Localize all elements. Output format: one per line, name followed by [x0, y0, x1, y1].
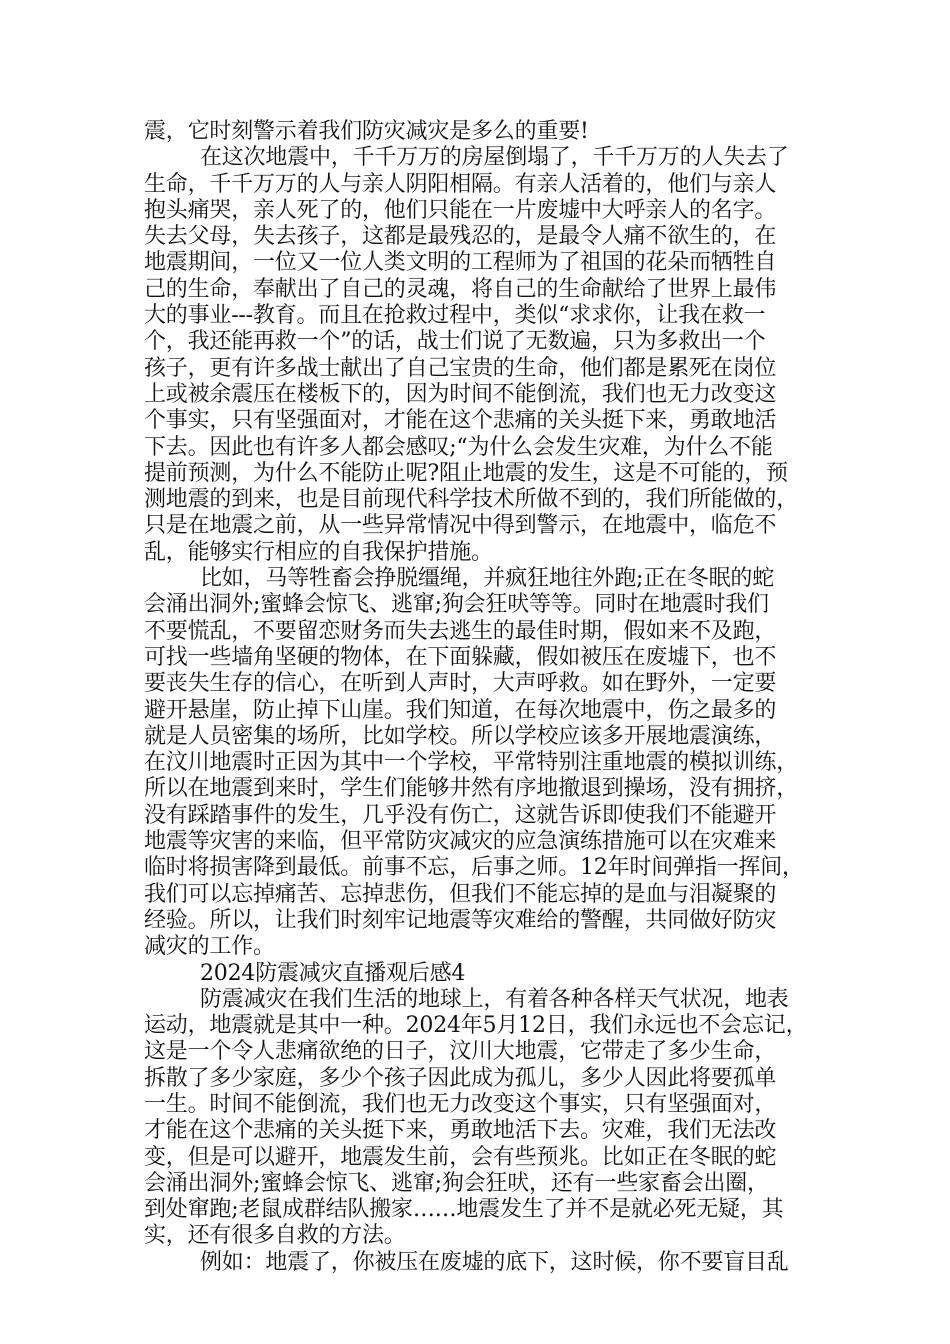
- text-line: 抱头痛哭，亲人死了的，他们只能在一片废墟中大呼亲人的名字。: [144, 197, 777, 223]
- text-line: 下去。因此也有许多人都会感叹;“为什么会发生灾难，为什么不能: [144, 434, 773, 460]
- text-line: 2024防震减灾直播观后感4: [200, 960, 466, 986]
- text-line: 临时将损害降到最低。前事不忘，后事之师。12年时间弹指一挥间，: [144, 855, 804, 881]
- text-line: 地震期间，一位又一位人类文明的工程师为了祖国的花朵而牺牲自: [144, 250, 777, 276]
- text-line: 运动，地震就是其中一种。2024年5月12日，我们永远也不会忘记，: [144, 1013, 808, 1039]
- text-line: 拆散了多少家庭，多少个孩子因此成为孤儿，多少人因此将要孤单: [144, 1065, 777, 1091]
- text-line: 可找一些墙角坚硬的物体，在下面躲藏，假如被压在废墟下，也不: [144, 644, 777, 670]
- text-line: 到处窜跑;老鼠成群结队搬家……地震发生了并不是就必死无疑，其: [144, 1197, 784, 1223]
- text-line: 己的生命，奉献出了自己的灵魂，将自己的生命献给了世界上最伟: [144, 276, 777, 302]
- text-line: 我们可以忘掉痛苦、忘掉悲伤，但我们不能忘掉的是血与泪凝聚的: [144, 881, 777, 907]
- text-line: 变，但是可以避开，地震发生前，会有些预兆。比如正在冬眠的蛇: [144, 1144, 777, 1170]
- text-line: 一生。时间不能倒流，我们也无力改变这个事实，只有坚强面对，: [144, 1091, 777, 1117]
- text-line: 测地震的到来，也是目前现代科学技术所做不到的，我们所能做的，: [144, 487, 799, 513]
- text-line: 这是一个令人悲痛欲绝的日子，汶川大地震，它带走了多少生命，: [144, 1039, 777, 1065]
- text-line: 没有踩踏事件的发生，几乎没有伤亡，这就告诉即使我们不能避开: [144, 802, 777, 828]
- text-line: 在这次地震中，千千万万的房屋倒塌了，千千万万的人失去了: [200, 145, 789, 171]
- text-line: 地震等灾害的来临，但平常防灾减灾的应急演练措施可以在灾难来: [144, 829, 777, 855]
- text-line: 个，我还能再救一个”的话，战士们说了无数遍，只为多救出一个: [144, 329, 766, 355]
- text-line: 提前预测，为什么不能防止呢?阻止地震的发生，这是不可能的，预: [144, 460, 788, 486]
- document-body: [144, 119, 816, 1276]
- text-line: 大的事业---教育。而且在抢救过程中，类似“求求你，让我在救一: [144, 303, 766, 329]
- text-line: 生命，千千万万的人与亲人阴阳相隔。有亲人活着的，他们与亲人: [144, 171, 777, 197]
- text-line: 个事实，只有坚强面对，才能在这个悲痛的关头挺下来，勇敢地活: [144, 408, 777, 434]
- text-line: 不要慌乱，不要留恋财务而失去逃生的最佳时期，假如来不及跑，: [144, 618, 777, 644]
- text-line: 只是在地震之前，从一些异常情况中得到警示，在地震中，临危不: [144, 513, 777, 539]
- text-line: 比如，马等牲畜会挣脱缰绳，并疯狂地往外跑;正在冬眠的蛇: [200, 566, 775, 592]
- text-line: 例如：地震了，你被压在废墟的底下，这时候，你不要盲目乱: [200, 1249, 789, 1275]
- text-line: 所以在地震到来时，学生们能够井然有序地撤退到操场，没有拥挤，: [144, 776, 799, 802]
- text-line: 上或被余震压在楼板下的，因为时间不能倒流，我们也无力改变这: [144, 381, 777, 407]
- text-line: 震，它时刻警示着我们防灾减灾是多么的重要!: [144, 119, 589, 144]
- text-line: 失去父母，失去孩子，这都是最残忍的，是最令人痛不欲生的，在: [144, 224, 777, 250]
- text-line: 才能在这个悲痛的关头挺下来，勇敢地活下去。灾难，我们无法改: [144, 1118, 777, 1144]
- text-line: 乱，能够实行相应的自我保护措施。: [144, 539, 493, 565]
- text-line: 在汶川地震时正因为其中一个学校，平常特别注重地震的模拟训练，: [144, 750, 799, 776]
- text-line: 会涌出洞外;蜜蜂会惊飞、逃窜;狗会狂吠等等。同时在地震时我们: [144, 592, 769, 618]
- text-line: 会涌出洞外;蜜蜂会惊飞、逃窜;狗会狂吠，还有一些家畜会出圈，: [144, 1170, 769, 1196]
- text-line: 减灾的工作。: [144, 934, 275, 960]
- text-line: 经验。所以，让我们时刻牢记地震等灾难给的警醒，共同做好防灾: [144, 907, 777, 933]
- text-line: 防震减灾在我们生活的地球上，有着各种各样天气状况，地表: [200, 986, 789, 1012]
- text-line: 避开悬崖，防止掉下山崖。我们知道，在每次地震中，伤之最多的: [144, 697, 777, 723]
- text-line: 要丧失生存的信心，在听到人声时，大声呼救。如在野外，一定要: [144, 671, 777, 697]
- text-line: 实，还有很多自救的方法。: [144, 1223, 406, 1249]
- text-line: 就是人员密集的场所，比如学校。所以学校应该多开展地震演练，: [144, 723, 777, 749]
- text-line: 孩子，更有许多战士献出了自己宝贵的生命，他们都是累死在岗位: [144, 355, 777, 381]
